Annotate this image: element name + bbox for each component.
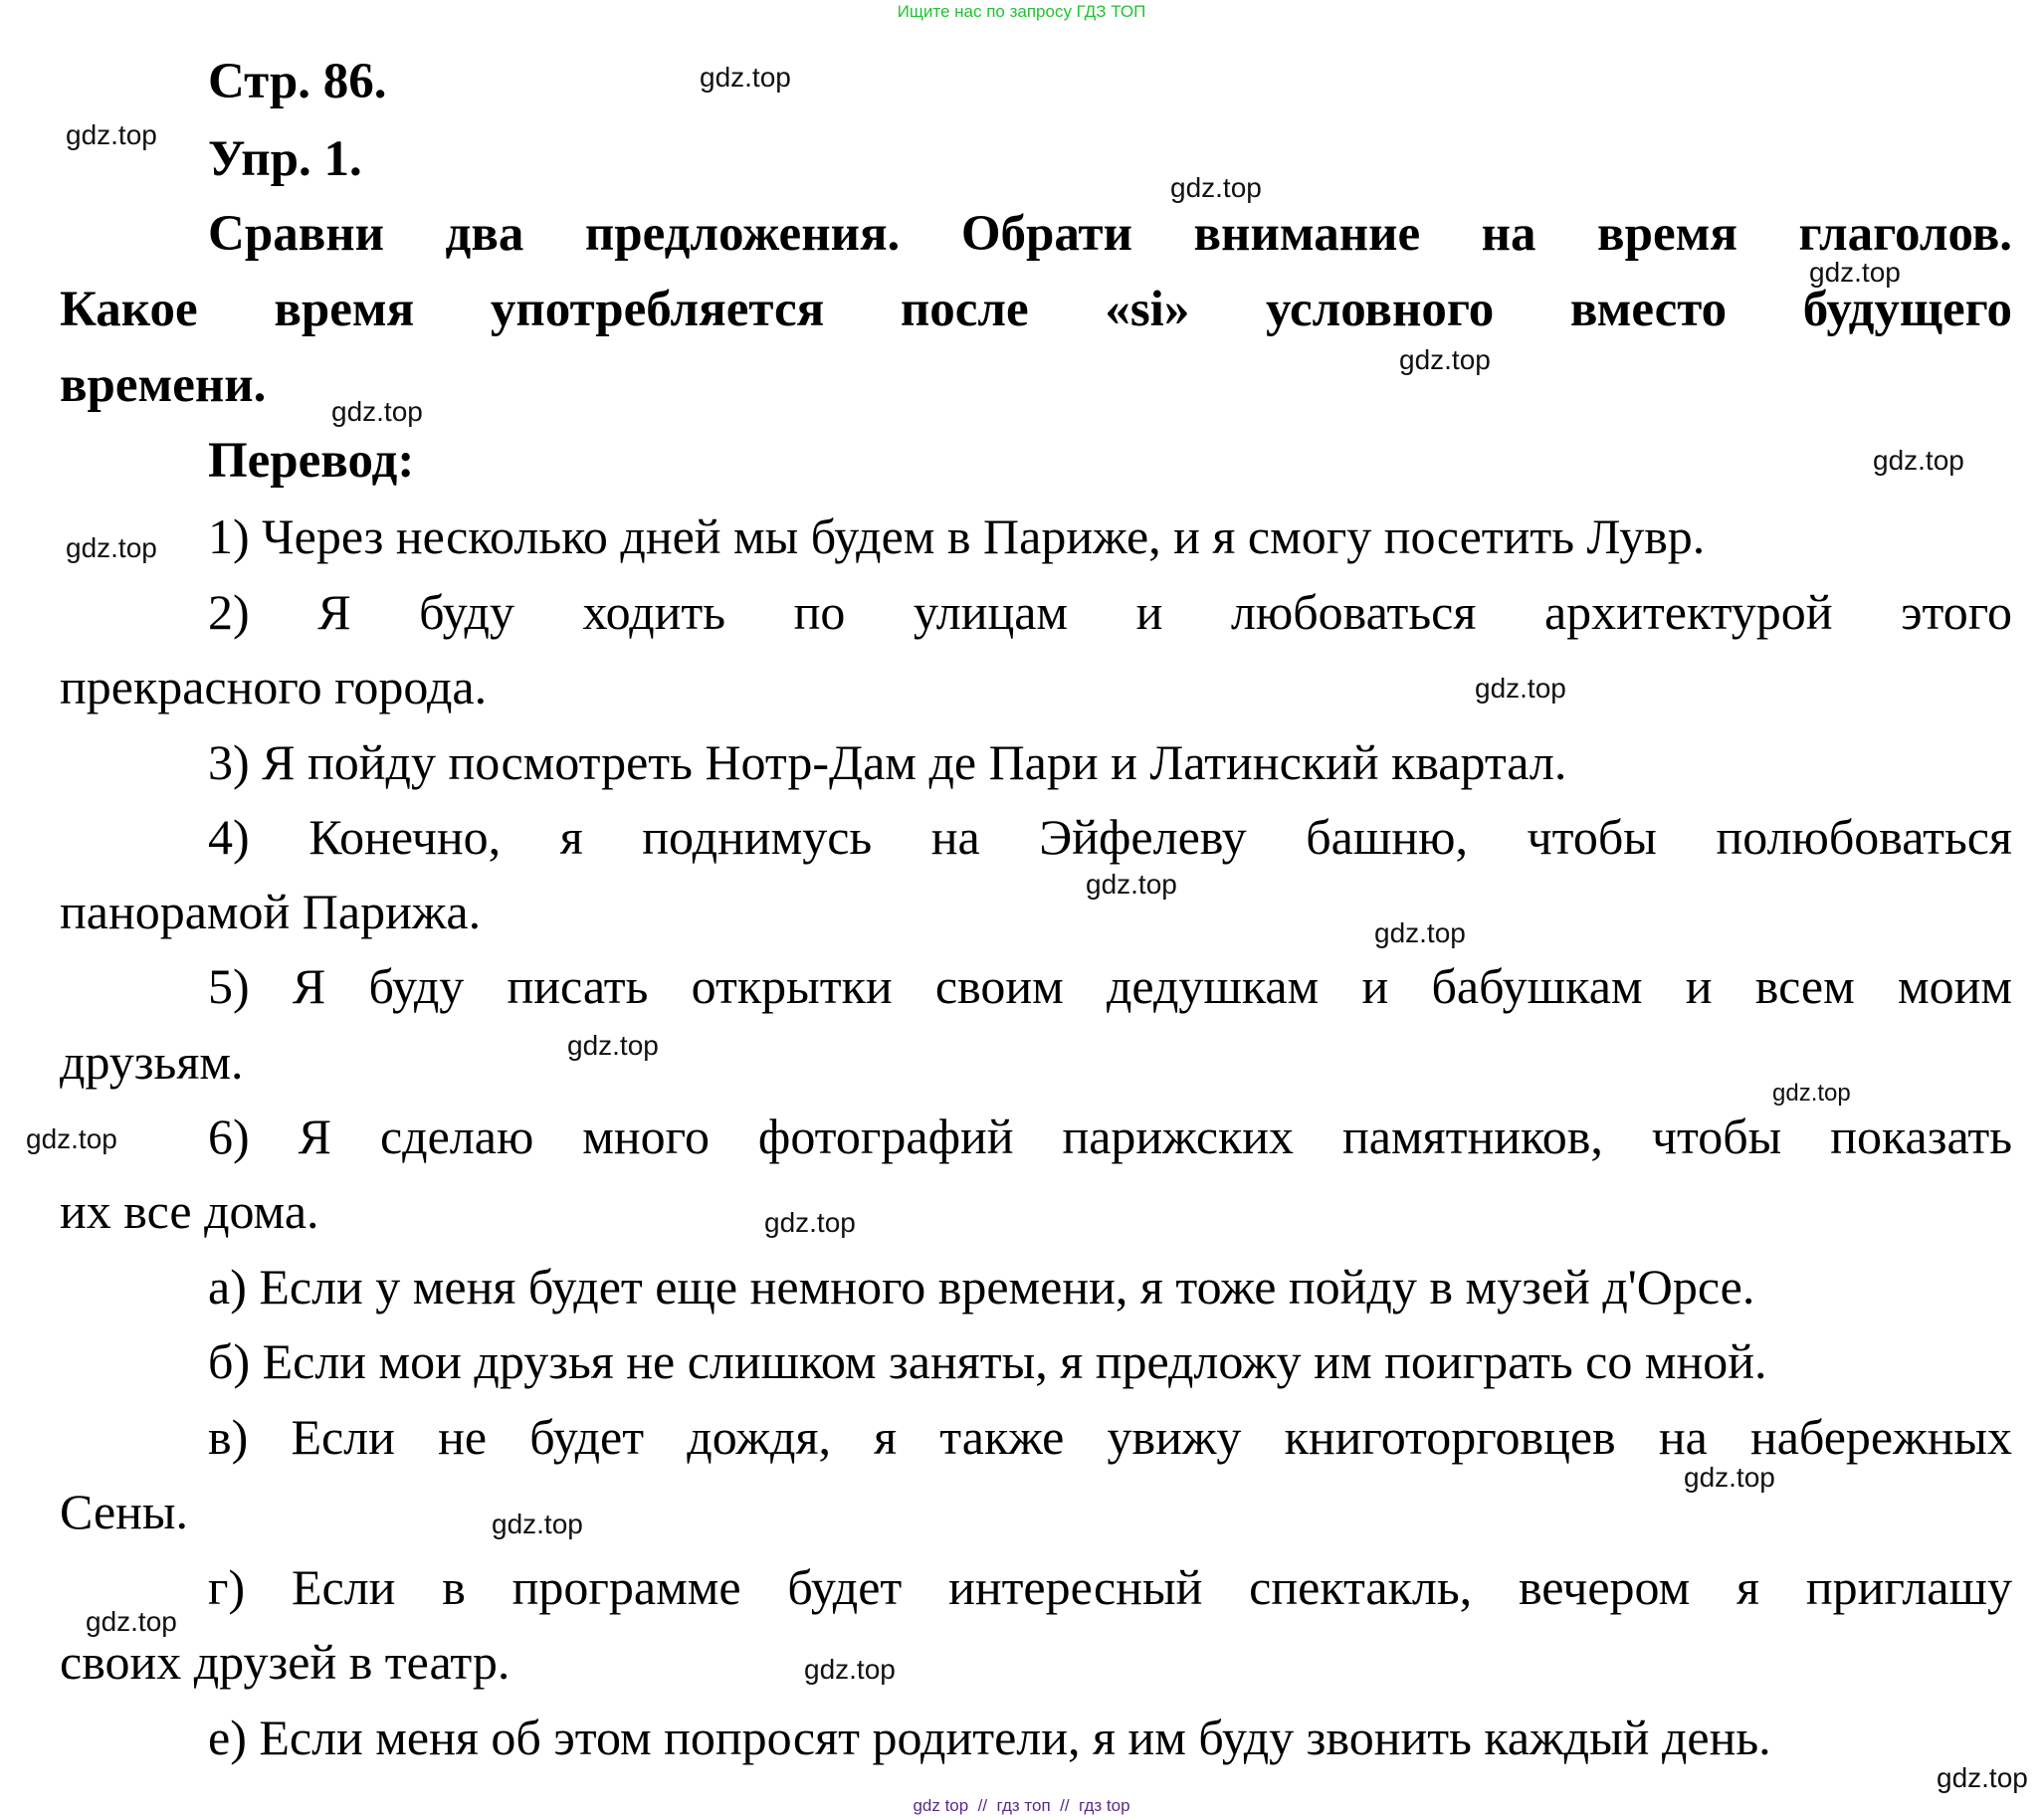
sentence-a: а) Если у меня будет еще немного времени, я тоже пойду в музей д'Орсе.: [208, 1259, 1755, 1314]
sentence-2-line-1: 2) Я буду ходить по улицам и любоваться архитектурой этого: [208, 584, 2012, 640]
sentence-2-line-2: прекрасного города.: [60, 659, 488, 714]
sentence-1: 1) Через несколько дней мы будем в Париже, и я смогу посетить Лувр.: [208, 508, 1706, 564]
watermark: gdz.top: [764, 1207, 856, 1238]
watermark: gdz.top: [1170, 172, 1262, 203]
task-line-3: времени.: [60, 357, 267, 413]
watermark: gdz.top: [1684, 1462, 1775, 1493]
watermark: gdz.top: [26, 1123, 117, 1154]
sentence-g-line-2: своих друзей в театр.: [60, 1634, 511, 1690]
watermark: gdz.top: [1086, 869, 1177, 900]
sentence-e: е) Если меня об этом попросят родители, я им буду звонить каждый день.: [208, 1710, 1771, 1765]
search-banner[interactable]: Ищите нас по запросу ГДЗ ТОП: [897, 2, 1146, 21]
watermark: gdz.top: [1399, 344, 1491, 375]
watermark: gdz.top: [86, 1606, 177, 1637]
sentence-5-line-2: друзьям.: [60, 1034, 244, 1090]
watermark: gdz.top: [1772, 1080, 1851, 1107]
sentence-v-line-1: в) Если не будет дождя, я также увижу книготорговцев на набережных: [208, 1409, 2012, 1465]
watermark: gdz.top: [1873, 445, 1964, 476]
sentence-4-line-2: панорамой Парижа.: [60, 884, 482, 939]
watermark: gdz.top: [1475, 673, 1566, 704]
watermark: gdz.top: [804, 1654, 896, 1685]
sentence-6-line-2: их все дома.: [60, 1183, 319, 1239]
task-line-2: Какое время употребляется после «si» условного вместо будущего: [60, 282, 2012, 337]
task-line-1: Сравни два предложения. Обрати внимание на время глаголов.: [208, 206, 2012, 262]
translation-label: Перевод:: [208, 433, 415, 489]
sentence-4-line-1: 4) Конечно, я поднимусь на Эйфелеву башню, чтобы полюбоваться: [208, 809, 2012, 865]
exercise-heading: Упр. 1.: [208, 131, 362, 187]
watermark: gdz.top: [1809, 257, 1901, 288]
sentence-3: 3) Я пойду посмотреть Нотр-Дам де Пари и Латинский квартал.: [208, 734, 1567, 790]
watermark: gdz.top: [567, 1030, 659, 1061]
sentence-b: б) Если мои друзья не слишком заняты, я предложу им поиграть со мной.: [208, 1333, 1767, 1389]
watermark: gdz.top: [66, 119, 157, 150]
footer-links[interactable]: gdz top // гдз топ // гдз top: [913, 1796, 1130, 1815]
page-number-heading: Стр. 86.: [208, 54, 387, 109]
watermark: gdz.top: [1937, 1762, 2028, 1793]
watermark: gdz.top: [700, 62, 791, 93]
watermark: gdz.top: [331, 396, 423, 427]
sentence-5-line-1: 5) Я буду писать открытки своим дедушкам и бабушкам и всем моим: [208, 958, 2012, 1014]
sentence-6-line-1: 6) Я сделаю много фотографий парижских памятников, чтобы показать: [208, 1109, 2012, 1164]
watermark: gdz.top: [1374, 917, 1466, 948]
watermark: gdz.top: [492, 1509, 583, 1539]
watermark: gdz.top: [66, 532, 157, 563]
sentence-v-line-2: Сены.: [60, 1484, 189, 1539]
sentence-g-line-1: г) Если в программе будет интересный спектакль, вечером я приглашу: [208, 1559, 2012, 1615]
